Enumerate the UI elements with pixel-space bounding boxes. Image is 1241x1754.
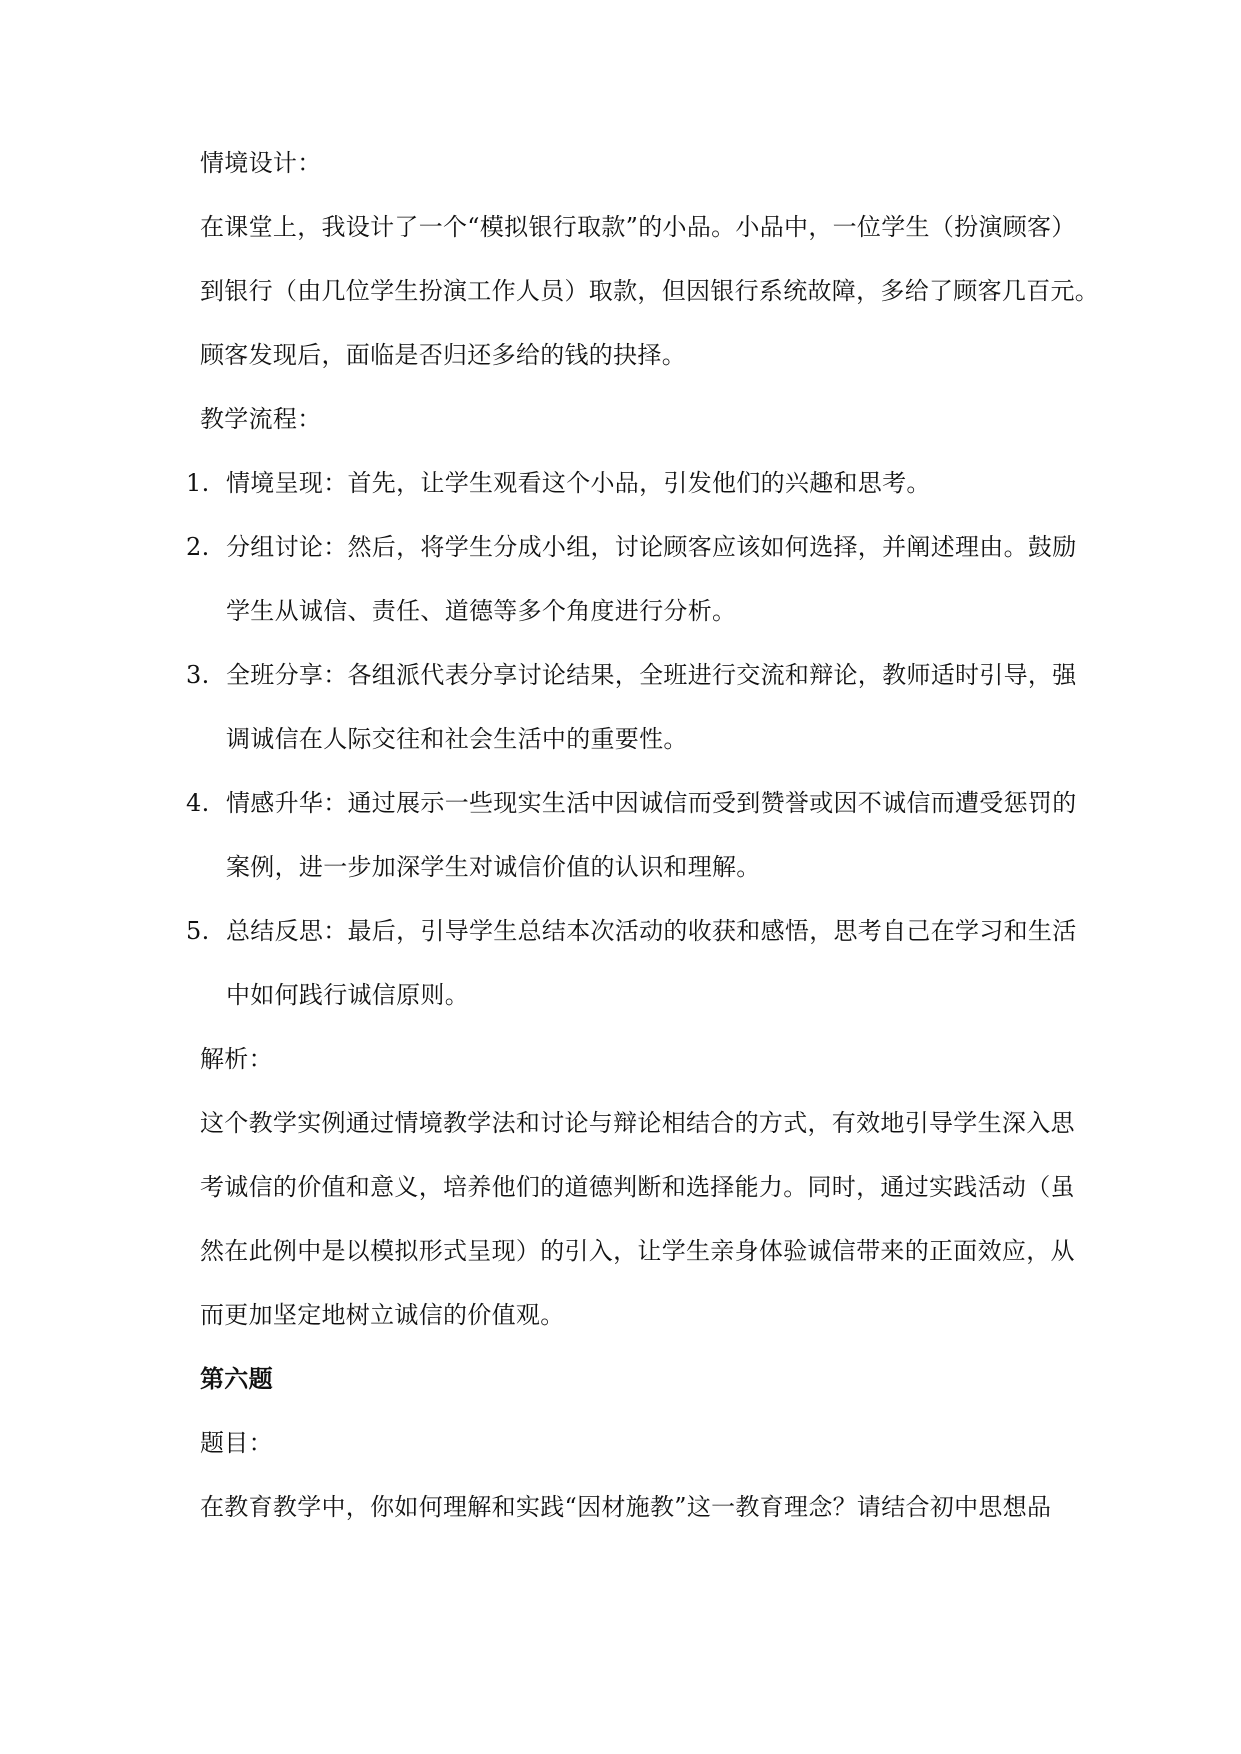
analysis-paragraph-line: 然在此例中是以模拟形式呈现）的引入，让学生亲身体验诚信带来的正面效应，从 xyxy=(200,1237,1075,1265)
analysis-paragraph-line: 考诚信的价值和意义，培养他们的道德判断和选择能力。同时，通过实践活动（虽 xyxy=(200,1173,1075,1201)
step-text-continuation: 案例，进一步加深学生对诚信价值的认识和理解。 xyxy=(226,853,761,881)
scenario-paragraph-line: 到银行（由几位学生扮演工作人员）取款，但因银行系统故障，多给了顾客几百元。 xyxy=(200,277,1100,305)
step-number: 3. xyxy=(186,661,210,689)
process-heading: 教学流程： xyxy=(200,405,322,433)
step-number: 2. xyxy=(186,533,210,561)
step-text-continuation: 中如何践行诚信原则。 xyxy=(226,981,469,1009)
step-text: 总结反思：最后，引导学生总结本次活动的收获和感悟，思考自己在学习和生活 xyxy=(226,917,1077,945)
analysis-heading: 解析： xyxy=(200,1045,273,1073)
question-heading: 题目： xyxy=(200,1429,273,1457)
step-item xyxy=(186,466,1076,500)
step-number: 4. xyxy=(186,789,210,817)
step-item xyxy=(186,658,1076,692)
step-text-continuation: 学生从诚信、责任、道德等多个角度进行分析。 xyxy=(226,597,737,625)
step-text: 情感升华：通过展示一些现实生活中因诚信而受到赞誉或因不诚信而遭受惩罚的 xyxy=(226,789,1077,817)
scenario-paragraph-line: 在课堂上，我设计了一个“模拟银行取款”的小品。小品中，一位学生（扮演顾客） xyxy=(200,213,1076,241)
analysis-paragraph-line: 这个教学实例通过情境教学法和讨论与辩论相结合的方式，有效地引导学生深入思 xyxy=(200,1109,1075,1137)
step-item xyxy=(186,530,1076,564)
section-title: 第六题 xyxy=(200,1364,273,1393)
question-paragraph-line: 在教育教学中，你如何理解和实践“因材施教”这一教育理念？请结合初中思想品 xyxy=(200,1493,1052,1521)
step-text: 情境呈现：首先，让学生观看这个小品，引发他们的兴趣和思考。 xyxy=(226,469,931,497)
analysis-paragraph-line: 而更加坚定地树立诚信的价值观。 xyxy=(200,1301,565,1329)
step-text: 全班分享：各组派代表分享讨论结果，全班进行交流和辩论，教师适时引导，强 xyxy=(226,661,1077,689)
step-number: 5. xyxy=(186,917,210,945)
scenario-paragraph-line: 顾客发现后，面临是否归还多给的钱的抉择。 xyxy=(200,341,686,369)
step-number: 1. xyxy=(186,469,210,497)
step-item xyxy=(186,914,1076,948)
scenario-heading: 情境设计： xyxy=(200,149,322,177)
step-text-continuation: 调诚信在人际交往和社会生活中的重要性。 xyxy=(226,725,688,753)
step-item xyxy=(186,786,1076,820)
step-text: 分组讨论：然后，将学生分成小组，讨论顾客应该如何选择，并阐述理由。鼓励 xyxy=(226,533,1077,561)
